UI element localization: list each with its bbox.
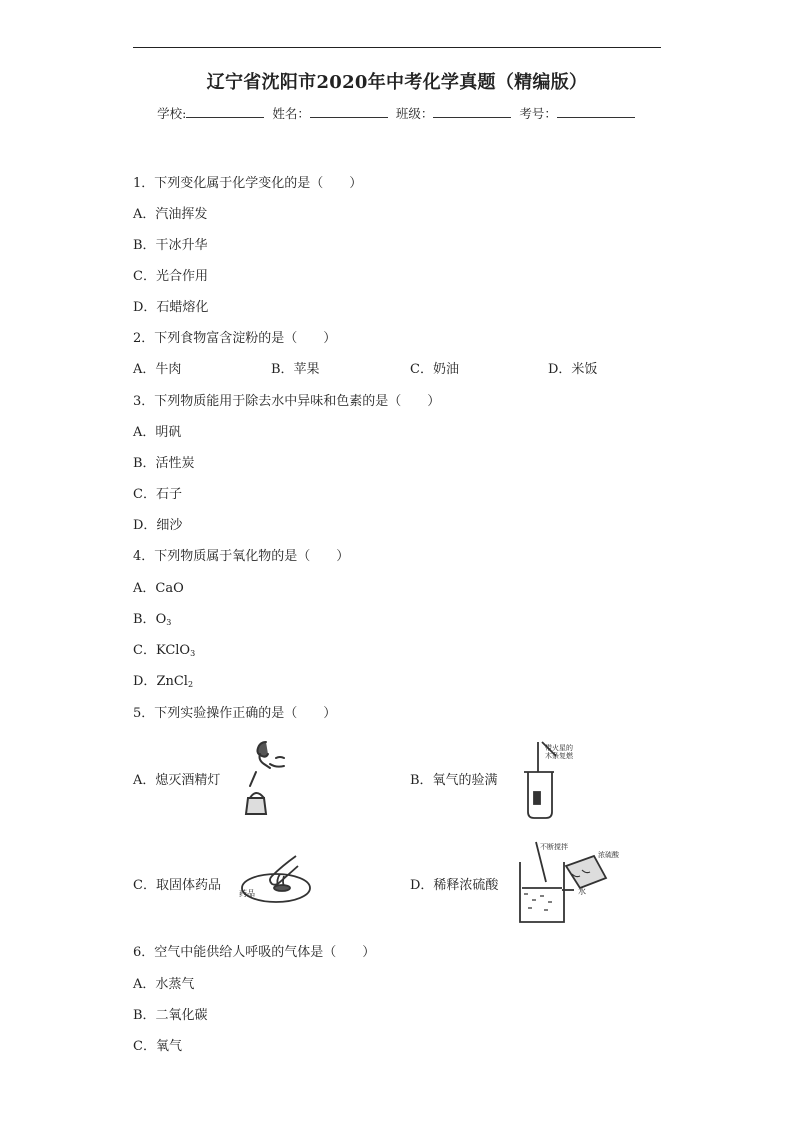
school-field[interactable]	[186, 106, 264, 118]
question-4-stem: 4．下列物质属于氧化物的是（ ）	[133, 549, 350, 564]
question-1-option-a[interactable]: A．汽油挥发	[133, 207, 208, 222]
stir-caption: 不断搅拌	[540, 843, 568, 851]
name-field[interactable]	[310, 106, 388, 118]
oxygen-test-caption: 带火星的木条复燃	[545, 744, 573, 760]
question-6-stem: 6．空气中能供给人呼吸的气体是（ ）	[133, 945, 376, 960]
option-prefix: A．	[133, 581, 156, 596]
question-5-option-c[interactable]: C．取固体药品	[133, 878, 221, 893]
top-rule	[133, 47, 661, 48]
formula: ZnCl	[156, 674, 188, 689]
question-2-option-c[interactable]: C．奶油	[410, 362, 459, 377]
question-5-option-d[interactable]: D．稀释浓硫酸	[410, 878, 499, 893]
formula-subscript: 3	[166, 618, 172, 627]
question-4-option-a[interactable]	[133, 577, 184, 596]
question-2-option-a[interactable]: A．牛肉	[133, 362, 182, 377]
formula: O	[155, 612, 167, 627]
question-3-stem: 3．下列物质能用于除去水中异味和色素的是（ ）	[133, 394, 441, 409]
question-2-option-b[interactable]: B．苹果	[271, 362, 320, 377]
option-prefix: D．	[133, 674, 157, 689]
class-field[interactable]	[433, 106, 511, 118]
question-3-option-c[interactable]: C．石子	[133, 487, 182, 502]
question-4-option-c[interactable]	[133, 639, 195, 658]
question-1-option-d[interactable]: D．石蜡熔化	[133, 300, 209, 315]
page-title: 辽宁省沈阳市2020年中考化学真题（精编版）	[206, 72, 588, 93]
question-3-option-b[interactable]: B．活性炭	[133, 456, 195, 471]
question-5-stem: 5．下列实验操作正确的是（ ）	[133, 706, 337, 721]
question-1-stem: 1．下列变化属于化学变化的是（ ）	[133, 176, 363, 191]
question-6-option-c[interactable]: C．氧气	[133, 1039, 182, 1054]
question-3-option-a[interactable]: A．明矾	[133, 425, 182, 440]
class-label: 班级：	[395, 106, 434, 121]
formula: KClO	[155, 643, 191, 658]
question-1-option-b[interactable]: B．干冰升华	[133, 238, 208, 253]
name-label: 姓名：	[272, 106, 310, 121]
extinguish-lamp-figure	[236, 738, 296, 822]
acid-caption: 浓硫酸	[598, 851, 619, 859]
exam-number-field[interactable]	[557, 106, 635, 118]
school-label: 学校:	[157, 106, 187, 121]
option-prefix: B．	[133, 612, 156, 627]
question-4-option-b[interactable]	[133, 608, 171, 627]
question-6-option-a[interactable]: A．水蒸气	[133, 977, 195, 992]
question-5-option-b[interactable]: B．氧气的验满	[410, 773, 498, 788]
question-2-stem: 2．下列食物富含淀粉的是（ ）	[133, 331, 337, 346]
take-solid-caption: 药品	[239, 889, 255, 898]
formula: CaO	[155, 581, 184, 596]
take-solid-figure	[236, 848, 320, 908]
question-6-option-b[interactable]: B．二氧化碳	[133, 1008, 208, 1023]
option-prefix: C．	[133, 643, 156, 658]
question-4-option-d[interactable]	[133, 670, 193, 689]
water-caption: 水	[578, 887, 586, 896]
question-2-option-d[interactable]: D．米饭	[548, 362, 598, 377]
student-info-line	[0, 104, 794, 122]
formula-subscript: 2	[187, 680, 194, 689]
question-5-option-a[interactable]: A．熄灭酒精灯	[133, 773, 221, 788]
exam-number-label: 考号：	[519, 106, 557, 121]
formula-subscript: 3	[190, 649, 196, 658]
question-1-option-c[interactable]: C．光合作用	[133, 269, 208, 284]
question-3-option-d[interactable]: D．细沙	[133, 518, 183, 533]
